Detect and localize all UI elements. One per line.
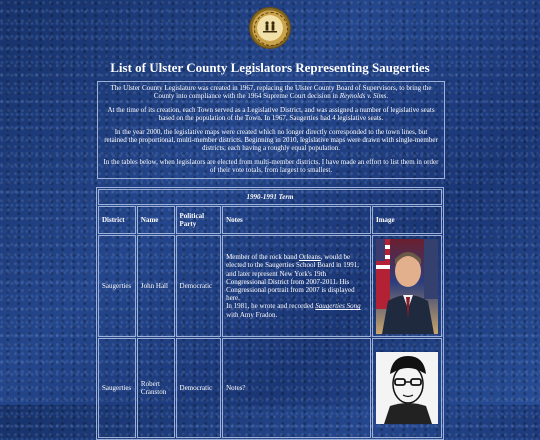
table-row	[98, 338, 442, 438]
intro-paragraph-2: At the time of its creation, each Town served as a Legislative District, and was assigned a number of legislative seats based on the population of the Town. In 1967, Saugerties had 4 legislative seats.	[107, 105, 435, 123]
header-notes: Notes	[222, 206, 371, 234]
intro-paragraph-3: In the year 2000, the legislative maps were created which no longer directly corresponded to the town lines, but retained the proportional, multi-member districts. Beginning in 2010, legislative maps were drawn with single-member districts, each having a roughly equal population.	[104, 127, 438, 153]
table-header-row	[98, 206, 442, 234]
notes-text: Member of the rock band	[226, 253, 299, 262]
case-name: Reynolds v. Sims	[339, 92, 387, 101]
county-seal-icon	[250, 8, 290, 48]
intro-paragraph-1	[103, 84, 439, 101]
cell-name: Robert Cranston	[137, 338, 175, 438]
notes-text: In 1981, he wrote and recorded	[226, 302, 316, 311]
intro-paragraph-4: In the tables below, when legislators are elected from multi-member districts, I have made an effort to list them in order of their vote totals, from largest to smallest.	[103, 157, 439, 175]
cell-notes	[222, 235, 371, 337]
header-name: Name	[137, 206, 175, 234]
cell-image	[372, 235, 442, 337]
intro-text: .	[386, 92, 389, 101]
term-title: 1990-1991 Term	[98, 189, 442, 205]
cell-name: John Hall	[137, 235, 175, 337]
term-table	[96, 187, 444, 440]
portrait-drawing	[376, 239, 438, 334]
intro-text: The Ulster County Legislature was created in 1967, replacing the Ulster County Board of Supervisors, to bring the County into compliance with the 1964 Supreme Court decision in	[110, 84, 432, 101]
john-hall-portrait	[376, 239, 438, 334]
seal-figures-icon	[262, 20, 278, 34]
notes-text: with Amy Fradon.	[226, 310, 278, 319]
cell-image	[372, 338, 442, 438]
cell-party: Democratic	[176, 338, 222, 438]
header-party: Political Party	[176, 206, 222, 234]
cell-district: Saugerties	[98, 235, 136, 337]
intro-box	[97, 81, 445, 179]
portrait-drawing	[376, 352, 438, 424]
header-district: District	[98, 206, 136, 234]
cell-notes: Notes?	[222, 338, 371, 438]
header-image: Image	[372, 206, 442, 234]
cell-district: Saugerties	[98, 338, 136, 438]
robert-cranston-portrait	[376, 352, 438, 424]
cell-party: Democratic	[176, 235, 222, 337]
page-title: List of Ulster County Legislators Representing Saugerties	[110, 60, 430, 75]
saugerties-song-link[interactable]: Saugerties Song	[315, 302, 361, 311]
orleans-link[interactable]: Orleans	[298, 253, 321, 262]
notes-text: , would be elected to the Saugerties School Board in 1991, and later represent New York's 19th Congressional District from 2007-2011. His Congressional portrait from 2007 is displayed here.	[226, 253, 360, 303]
table-row	[98, 235, 442, 337]
